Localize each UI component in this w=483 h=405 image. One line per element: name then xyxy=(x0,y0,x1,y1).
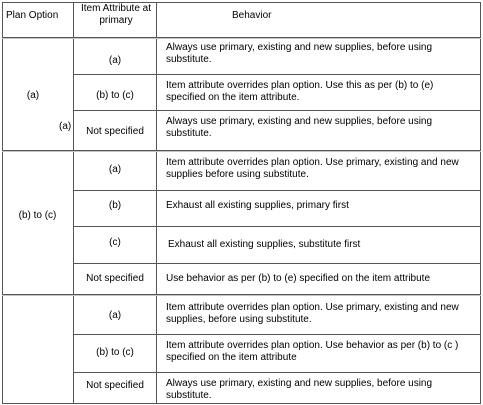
attribute-cell: (a) xyxy=(108,55,122,66)
header-behavior: Behavior xyxy=(232,10,272,21)
behavior-cell: Use behavior as per (b) to (e) specified on the item attribute xyxy=(166,273,431,284)
attribute-cell: (c) xyxy=(109,237,121,248)
table-border-right xyxy=(480,2,481,404)
behavior-cell: Exhaust all existing supplies, substitute first xyxy=(168,239,361,250)
header-item-attribute: Item Attribute at primary xyxy=(80,3,152,26)
header-divider-shade xyxy=(2,38,481,39)
attribute-cell: Not specified xyxy=(86,126,144,137)
attribute-cell: (b) to (c) xyxy=(96,347,134,358)
behavior-cell: Item attribute overrides plan option. Use behavior as per (b) to (c ) specified on the item attribute xyxy=(166,340,459,363)
group-divider-2-shade xyxy=(2,295,481,296)
attribute-cell: Not specified xyxy=(86,273,144,284)
row-divider xyxy=(73,334,481,335)
row-divider xyxy=(73,190,481,191)
header-plan-option: Plan Option xyxy=(6,10,59,21)
attribute-cell: Not specified xyxy=(86,380,144,391)
behavior-cell: Exhaust all existing supplies, primary first xyxy=(166,200,349,211)
row-divider xyxy=(73,372,481,373)
column-divider-2 xyxy=(156,2,157,404)
plan-option-note: (a) xyxy=(59,121,72,132)
behavior-cell: Item attribute overrides plan option. Use this as per (b) to (e) specified on the item attribute. xyxy=(166,80,434,103)
plan-option-cell: (b) to (c) xyxy=(18,210,57,221)
behavior-cell: Always use primary, existing and new supplies, before using substitute. xyxy=(166,116,433,139)
behavior-cell: Always use primary, existing and new supplies, before using substitute. xyxy=(166,378,433,401)
attribute-cell: (a) xyxy=(108,164,122,175)
row-divider xyxy=(73,226,481,227)
attribute-cell: (b) to (c) xyxy=(96,90,134,101)
plan-option-cell: (a) xyxy=(26,90,40,101)
behavior-cell: Item attribute overrides plan option. Use primary, existing and new supplies, before using substitute. xyxy=(166,302,459,325)
attribute-cell: (b) xyxy=(108,200,122,211)
row-divider xyxy=(73,263,481,264)
group-divider-1-shade xyxy=(2,151,481,152)
attribute-cell: (a) xyxy=(108,310,122,321)
row-divider xyxy=(73,74,481,75)
row-divider xyxy=(73,110,481,111)
behavior-cell: Item attribute overrides plan option. Use primary, existing and new supplies before using substitute. xyxy=(166,157,459,180)
table-border-left xyxy=(2,2,3,404)
behavior-cell: Always use primary, existing and new supplies, before using substitute. xyxy=(166,42,433,65)
